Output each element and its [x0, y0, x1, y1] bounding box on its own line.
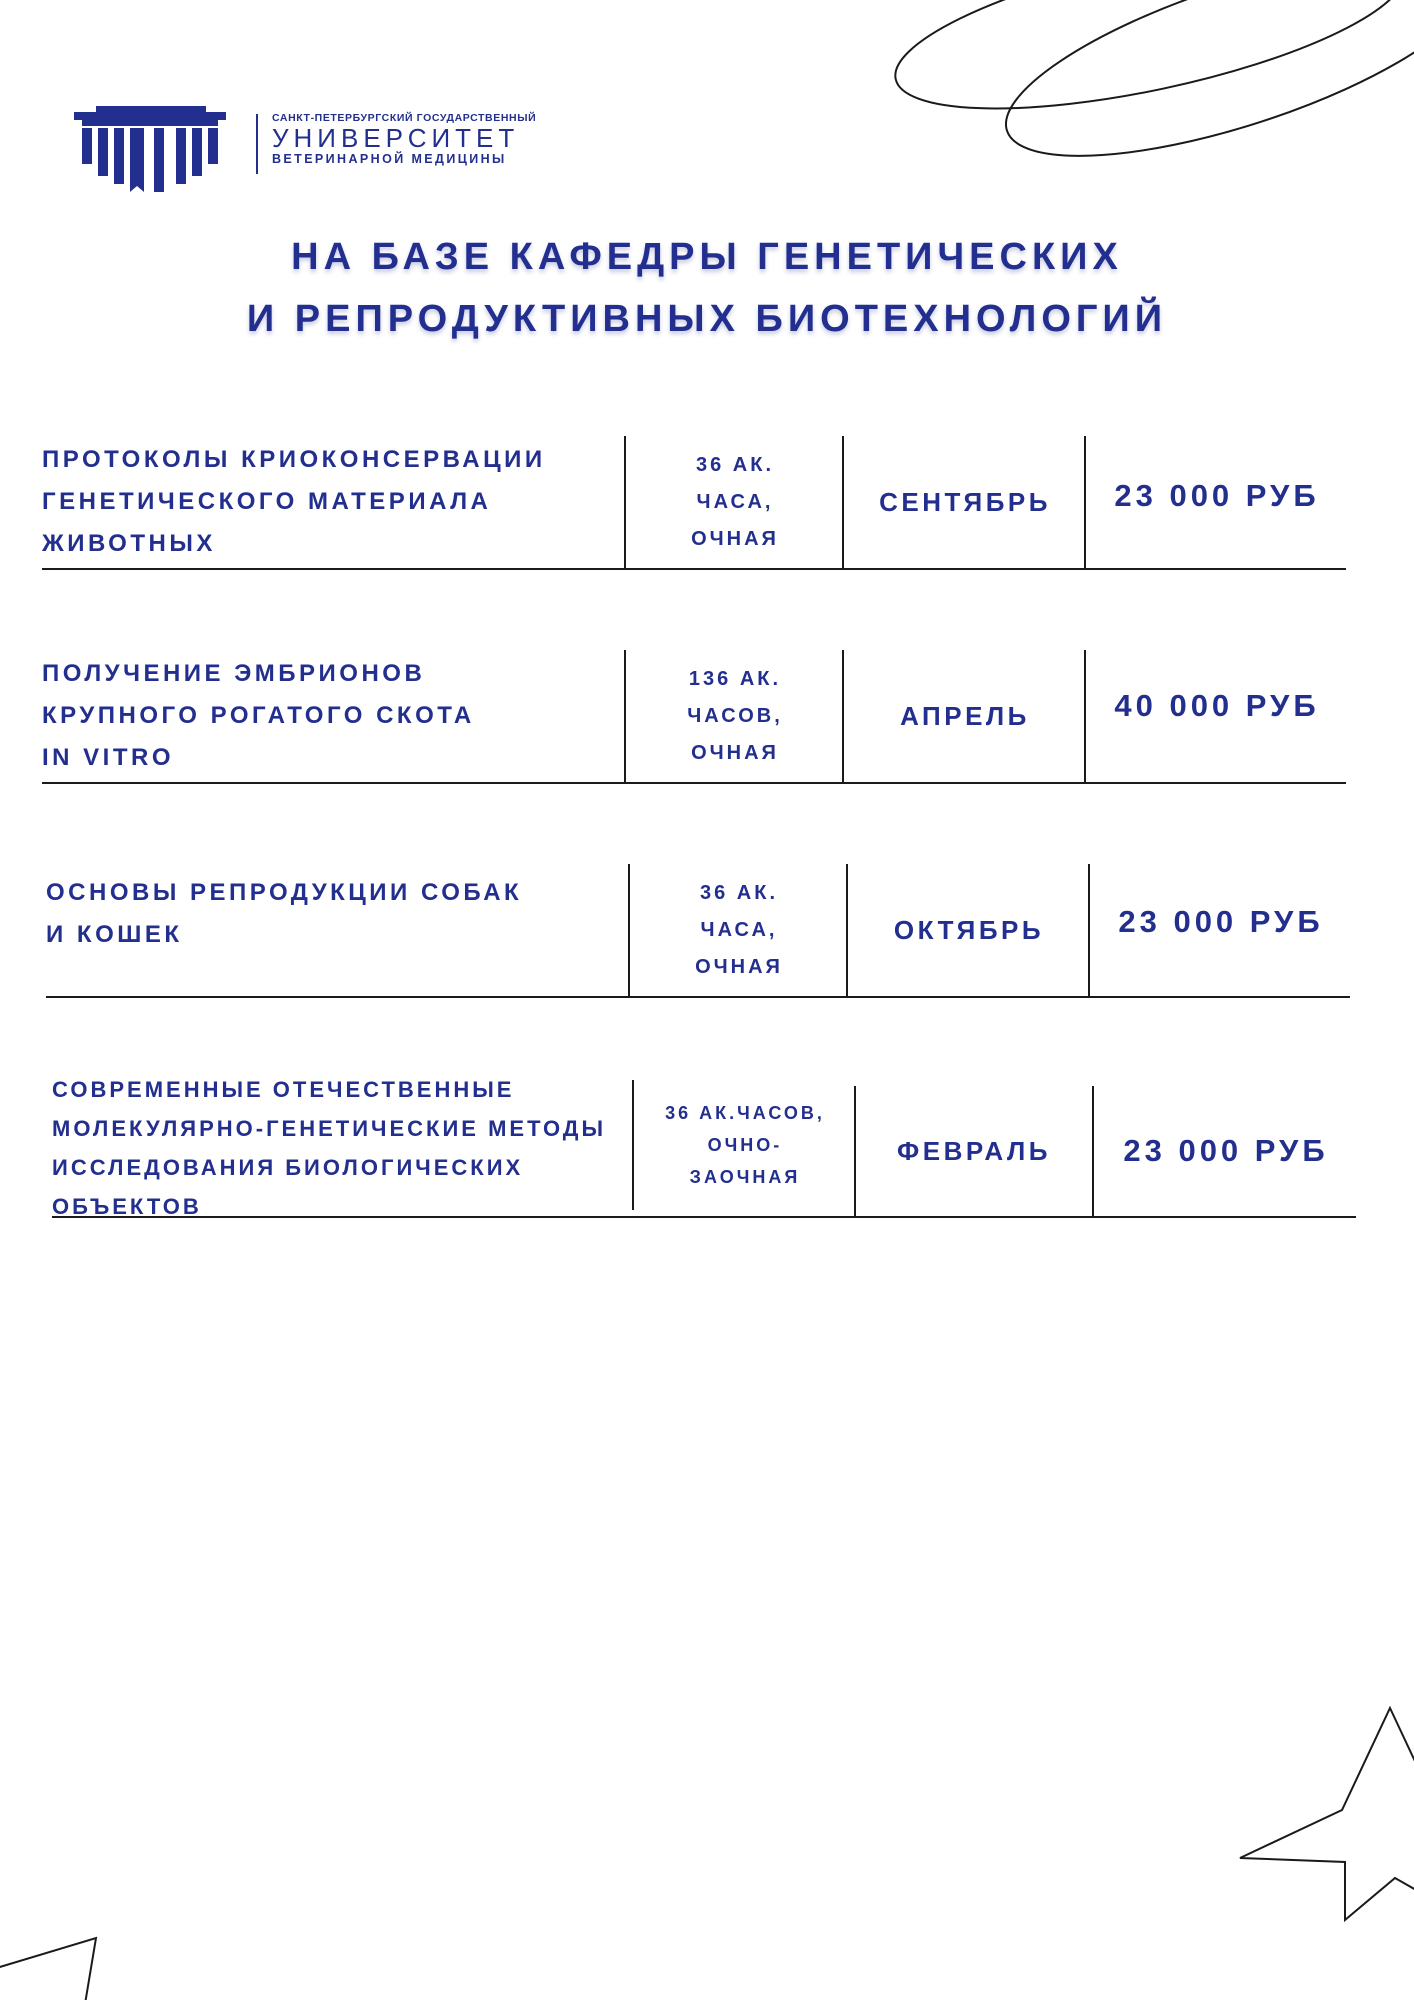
course-price: 23 000 РУБ [1084, 436, 1348, 568]
university-logo [72, 106, 537, 192]
logo-line-2: УНИВЕРСИТЕТ [272, 123, 520, 153]
course-hours: 136 АК. ЧАСОВ, ОЧНАЯ [624, 650, 844, 782]
decorative-ellipses-icon [882, 0, 1414, 197]
course-name: ПРОТОКОЛЫ КРИОКОНСЕРВАЦИИ ГЕНЕТИЧЕСКОГО МАТЕРИАЛА ЖИВОТНЫХ [42, 446, 546, 557]
logo-line-3: ВЕТЕРИНАРНОЙ МЕДИЦИНЫ [272, 152, 507, 166]
page-title-line-2: И РЕПРОДУКТИВНЫХ БИОТЕХНОЛОГИЙ [246, 298, 1168, 340]
course-month: СЕНТЯБРЬ [842, 436, 1086, 568]
course-month: АПРЕЛЬ [842, 650, 1086, 782]
course-hours: 36 АК. ЧАСА, ОЧНАЯ [628, 864, 848, 996]
course-name: ПОЛУЧЕНИЕ ЭМБРИОНОВ КРУПНОГО РОГАТОГО СКОТА IN VITRO [42, 660, 475, 771]
course-price: 40 000 РУБ [1084, 650, 1348, 782]
logo-line-1: САНКТ-ПЕТЕРБУРГСКИЙ ГОСУДАРСТВЕННЫЙ [272, 112, 537, 124]
decorative-star-icon [1240, 1708, 1414, 1920]
university-logo-icon [72, 106, 228, 192]
course-row [42, 650, 1346, 784]
decorative-star-icon [0, 1938, 96, 2000]
page-title-line-1: НА БАЗЕ КАФЕДРЫ ГЕНЕТИЧЕСКИХ [291, 236, 1123, 278]
course-name: СОВРЕМЕННЫЕ ОТЕЧЕСТВЕННЫЕ МОЛЕКУЛЯРНО-ГЕНЕТИЧЕСКИЕ МЕТОДЫ ИССЛЕДОВАНИЯ БИОЛОГИЧЕСКИХ ОБЪЕКТОВ [52, 1077, 607, 1219]
course-row [46, 864, 1350, 998]
course-row [52, 1077, 1356, 1219]
course-month: ФЕВРАЛЬ [854, 1086, 1092, 1216]
course-month: ОКТЯБРЬ [846, 864, 1090, 996]
course-hours: 36 АК.ЧАСОВ, ОЧНО- ЗАОЧНАЯ [632, 1080, 856, 1210]
course-hours: 36 АК. ЧАСА, ОЧНАЯ [624, 436, 844, 568]
course-price: 23 000 РУБ [1088, 864, 1352, 996]
logo-divider [256, 114, 258, 174]
course-name: ОСНОВЫ РЕПРОДУКЦИИ СОБАК И КОШЕК [46, 879, 523, 948]
course-price: 23 000 РУБ [1092, 1086, 1358, 1216]
logo-text [272, 112, 572, 166]
page-title [0, 226, 1414, 350]
course-row [42, 436, 1346, 570]
